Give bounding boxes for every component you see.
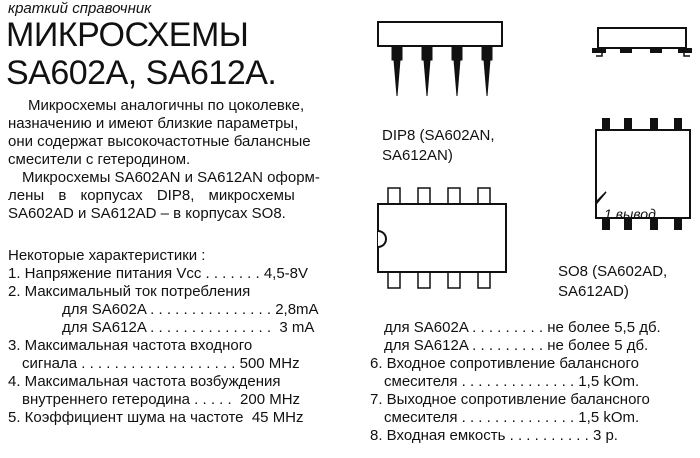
spec-line: 8. Входная емкость . . . . . . . . . . 3 р. <box>370 427 618 444</box>
intro-line: SA602AD и SA612AD – в корпусах SO8. <box>8 205 286 222</box>
spec-line: для SA602A . . . . . . . . . не более 5,5 дб. <box>384 319 661 336</box>
dip8-caption: DIP8 (SA602AN, <box>382 127 495 144</box>
intro-line: назначению и имеют близкие параметры, <box>8 115 299 132</box>
intro-line: Микросхемы аналогичны по цоколевке, <box>28 97 305 114</box>
spec-line: 6. Входное сопротивление балансного <box>370 355 639 372</box>
dip8-side-view-drawing <box>376 10 506 102</box>
spec-line: для SA602A . . . . . . . . . . . . . . . 2,8mA <box>62 301 319 318</box>
spec-line: 3. Максимальная частота входного <box>8 337 253 354</box>
so8-caption: SO8 (SA602AD, <box>558 263 668 280</box>
intro-line: они содержат высокочастотные балансные <box>8 133 311 150</box>
spec-line: 5. Коэффициент шума на частоте 45 MHz <box>8 409 304 426</box>
spec-line: 2. Максимальный ток потребления <box>8 283 251 300</box>
spec-line: внутреннего гетеродина . . . . . 200 MHz <box>22 391 301 408</box>
so8-side-view-drawing <box>592 22 692 62</box>
so8-caption: SA612AD) <box>558 283 629 300</box>
intro-line: Микросхемы SA602AN и SA612AN оформ- <box>22 169 320 186</box>
pin1-label: 1 вывод <box>604 206 656 222</box>
intro-line: лены в корпусах DIP8, микросхемы <box>8 187 295 204</box>
spec-line: для SA612A . . . . . . . . . не более 5 дб. <box>384 337 649 354</box>
spec-line: сигнала . . . . . . . . . . . . . . . . . . . 500 MHz <box>22 355 300 372</box>
dip8-caption: SA612AN) <box>382 147 453 164</box>
spec-line: 4. Максимальная частота возбуждения <box>8 373 281 390</box>
page-title: МИКРОСХЕМЫ <box>6 16 249 54</box>
page-subtitle: SA602A, SA612A. <box>6 54 277 92</box>
spec-line: 7. Выходное сопротивление балансного <box>370 391 650 408</box>
spec-line: смесителя . . . . . . . . . . . . . . 1,5 kOm. <box>384 409 640 426</box>
kicker-text: краткий справочник <box>8 0 152 17</box>
spec-line: для SA612A . . . . . . . . . . . . . . . 3 mA <box>62 319 315 336</box>
spec-line: смесителя . . . . . . . . . . . . . . 1,5 kOm. <box>384 373 640 390</box>
intro-line: смесители с гетеродином. <box>8 151 191 168</box>
spec-line: 1. Напряжение питания Vcc . . . . . . . 4,5-8V <box>8 265 309 282</box>
specs-heading: Некоторые характеристики : <box>8 247 206 264</box>
dip8-top-view-drawing <box>374 186 512 294</box>
